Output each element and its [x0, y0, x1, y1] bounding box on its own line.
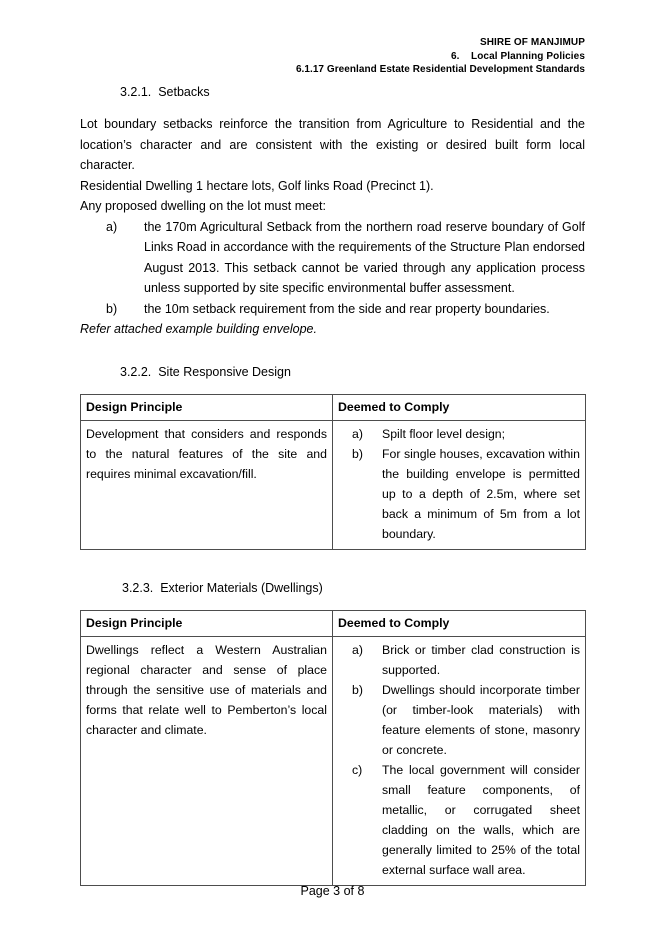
list-item-text: For single houses, excavation within the building envelope is permitted up to a depth of 2.5m, where set back a minimum of 5m from a lot boundary. [382, 446, 580, 541]
list-item [352, 640, 580, 680]
heading-exterior-materials: 3.2.3. Exterior Materials (Dwellings) [122, 580, 323, 595]
cell-deemed-to-comply [333, 636, 586, 885]
table-row [81, 420, 586, 549]
list-marker: b) [352, 682, 363, 697]
document-footer [0, 883, 665, 899]
list-marker: c) [352, 762, 363, 777]
table-header-row [81, 610, 586, 636]
list-marker: b) [352, 446, 363, 461]
column-header-deemed-to-comply: Deemed to Comply [333, 610, 586, 636]
header-organisation: SHIRE OF MANJIMUP [479, 37, 585, 48]
list-item [352, 424, 580, 444]
cell-design-principle [81, 636, 333, 885]
deemed-to-comply-list [338, 424, 580, 544]
setbacks-paragraph-3: Any proposed dwelling on the lot must meet: [80, 199, 326, 213]
list-item [352, 444, 580, 544]
table-header-row [81, 394, 586, 420]
header-policy-title: 6.1.17 Greenland Estate Residential Development Standards [295, 64, 585, 75]
heading-site-responsive-design: 3.2.2. Site Responsive Design [120, 364, 291, 379]
list-item-text: the 10m setback requirement from the side and rear property boundaries. [144, 301, 550, 316]
list-marker: b) [106, 301, 118, 316]
setbacks-note: Refer attached example building envelope. [80, 322, 317, 336]
setbacks-paragraph-1: Lot boundary setbacks reinforce the transition from Agriculture to Residential and the location’s character and are consistent with the existing or desired built form local character. [80, 117, 585, 172]
list-item [352, 680, 580, 760]
list-item-text: Spilt floor level design; [382, 426, 506, 441]
design-principle-text: Development that considers and responds to the natural features of the site and requires minimal excavation/fill. [86, 426, 327, 481]
table-exterior-materials [80, 610, 586, 886]
table-row [81, 636, 586, 885]
list-item [106, 217, 585, 299]
document-body [80, 82, 585, 886]
heading-setbacks: 3.2.1. Setbacks [120, 85, 210, 99]
list-item-text: the 170m Agricultural Setback from the northern road reserve boundary of Golf Links Road in accordance with the requirements of the Structure Plan endorsed August 2013. This setback cannot be varied through any application process unless supported by site specific environmental buffer assessment. [144, 219, 585, 295]
cell-design-principle [81, 420, 333, 549]
column-header-design-principle: Design Principle [81, 610, 333, 636]
header-policy-section: 6. Local Planning Policies [450, 50, 585, 62]
list-item-text: Brick or timber clad construction is supported. [382, 642, 580, 677]
list-item-text: Dwellings should incorporate timber (or timber-look materials) with feature elements of stone, masonry or concrete. [382, 682, 580, 757]
list-item [106, 299, 585, 320]
list-marker: a) [106, 219, 118, 234]
column-header-deemed-to-comply: Deemed to Comply [333, 394, 586, 420]
deemed-to-comply-list [338, 640, 580, 880]
page-number-label: Page 3 of 8 [300, 884, 365, 898]
list-marker: a) [352, 426, 363, 441]
setbacks-requirement-list [80, 217, 585, 320]
design-principle-text: Dwellings reflect a Western Australian regional character and sense of place through the sensitive use of materials and forms that relate well to Pemberton’s local character and climate. [86, 642, 327, 737]
list-marker: a) [352, 642, 363, 657]
column-header-design-principle: Design Principle [81, 394, 333, 420]
document-header [80, 36, 585, 77]
cell-deemed-to-comply [333, 420, 586, 549]
table-site-responsive-design [80, 394, 586, 550]
list-item-text: The local government will consider small feature components, of metallic, or corrugated sheet cladding on the walls, which are generally limited to 25% of the total external surface wall area. [382, 762, 580, 877]
list-item [352, 760, 580, 880]
setbacks-paragraph-2: Residential Dwelling 1 hectare lots, Golf links Road (Precinct 1). [80, 178, 434, 193]
